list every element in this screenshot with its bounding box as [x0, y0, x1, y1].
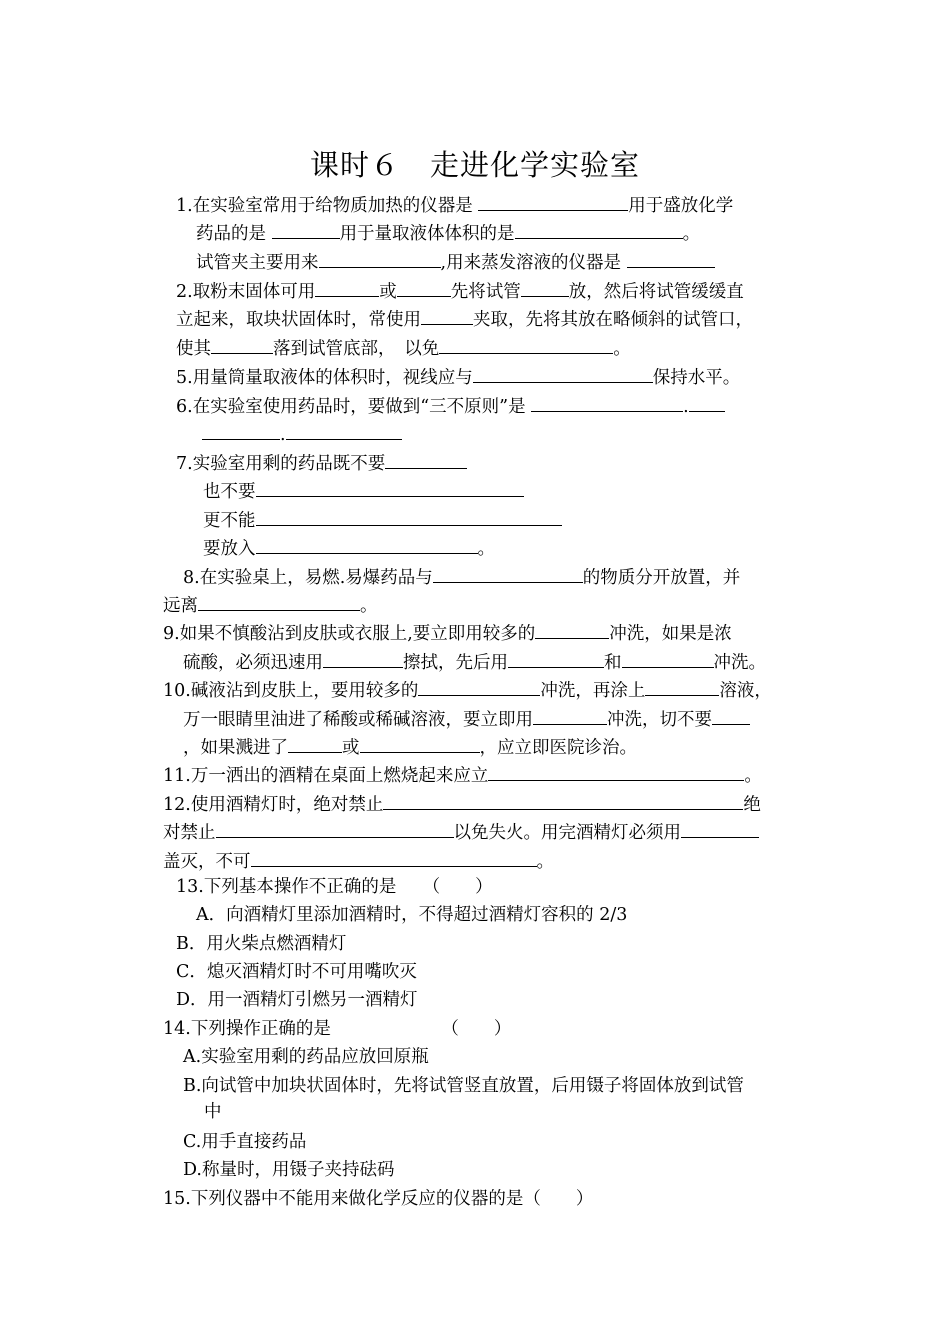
- q1-text-b: 用于盛放化学: [628, 196, 734, 216]
- q8-text-d: 。: [360, 596, 378, 616]
- q12-line-1: [163, 791, 761, 816]
- q9-line-2: [183, 649, 766, 674]
- q6-text-c: .: [280, 425, 286, 445]
- q10-line-3: [183, 734, 637, 759]
- q9-text-e: 和: [604, 653, 622, 673]
- q6-blank-2[interactable]: [689, 393, 725, 412]
- q13-option-d[interactable]: D．用一酒精灯引燃另一酒精灯: [176, 990, 418, 1010]
- q2-text-a: 2.取粉末固体可用: [176, 282, 316, 302]
- q12-blank-4[interactable]: [251, 848, 537, 867]
- q2-blank-6[interactable]: [439, 335, 613, 354]
- q7-text-e: 。: [477, 539, 495, 559]
- q10-text-f: ，如果溅进了: [183, 738, 288, 758]
- q1-blank-2[interactable]: [272, 220, 340, 239]
- q5-text-b: 保持水平。: [652, 368, 741, 388]
- q11-line: [163, 762, 762, 787]
- q1-blank-4[interactable]: [319, 249, 441, 268]
- q1-line-2: [196, 220, 700, 245]
- q10-blank-4[interactable]: [712, 706, 750, 725]
- q9-blank-3[interactable]: [508, 649, 604, 668]
- q1-text-g: ,用来蒸发溶液的仪器是: [440, 253, 627, 273]
- q7-blank-1[interactable]: [385, 450, 467, 469]
- q14-option-c[interactable]: C.用手直接药品: [183, 1132, 307, 1152]
- q9-text-d: 擦拭，先后用: [403, 653, 508, 673]
- q10-blank-3[interactable]: [533, 706, 607, 725]
- q10-text-e: 冲洗，切不要: [607, 710, 712, 730]
- q12-line-2: [163, 819, 759, 844]
- q2-blank-5[interactable]: [211, 335, 273, 354]
- q11-text-a: 11.万一洒出的酒精在桌面上燃烧起来应立: [163, 766, 489, 786]
- q2-text-e: 立起来，取块状固体时，常使用: [176, 310, 421, 330]
- q8-text-c: 远离: [163, 596, 198, 616]
- q1-blank-1[interactable]: [478, 192, 628, 211]
- q5-blank[interactable]: [473, 364, 653, 383]
- q2-text-d: 放，然后将试管缓缓直: [568, 282, 744, 302]
- q2-blank-1[interactable]: [315, 278, 379, 297]
- q9-blank-2[interactable]: [323, 649, 403, 668]
- q11-text-b: 。: [744, 766, 762, 786]
- q1-line-3: [196, 249, 715, 274]
- q2-text-f: 夹取，先将其放在略倾斜的试管口，: [473, 310, 753, 330]
- q7-text-b: 也不要: [203, 482, 256, 502]
- q2-blank-4[interactable]: [421, 306, 473, 325]
- q10-blank-2[interactable]: [645, 677, 719, 696]
- q13-stem: 13.下列基本操作不正确的是 （ ）: [176, 877, 493, 897]
- q9-text-b: 冲洗，如果是浓: [609, 624, 732, 644]
- q6-text-a: 6.在实验室使用药品时，要做到“三不原则”是: [176, 397, 532, 417]
- q10-text-d: 万一眼睛里油进了稀酸或稀碱溶液，要立即用: [183, 710, 533, 730]
- q1-text-d: 用于量取液体体积的是: [339, 224, 515, 244]
- q7-blank-3[interactable]: [256, 507, 562, 526]
- q8-blank-1[interactable]: [433, 564, 583, 583]
- q11-blank[interactable]: [488, 762, 744, 781]
- q10-blank-1[interactable]: [418, 677, 540, 696]
- q6-line-1: [176, 393, 725, 418]
- q2-text-b: 或: [379, 282, 397, 302]
- q2-line-1: [176, 278, 744, 303]
- q10-text-g: 或: [342, 738, 360, 758]
- q2-text-c: 先将试管: [450, 282, 521, 302]
- q10-text-h: ，应立即医院诊治。: [479, 738, 637, 758]
- q8-text-b: 的物质分开放置，并: [582, 568, 741, 588]
- q12-text-e: 盖灭，不可: [163, 852, 251, 872]
- q7-line-4: [203, 535, 495, 560]
- q9-text-c: 硫酸，必须迅速用: [183, 653, 323, 673]
- q1-text-f: 试管夹主要用来: [196, 253, 319, 273]
- q10-text-a: 10.碱液沾到皮肤上，要用较多的: [163, 681, 419, 701]
- page-title: 课时６ 走进化学实验室: [309, 148, 640, 182]
- q7-text-d: 要放入: [203, 539, 256, 559]
- q14-option-b[interactable]: B.向试管中加块状固体时，先将试管竖直放置，后用镊子将固体放到试管: [183, 1076, 744, 1096]
- q13-option-c[interactable]: C．熄灭酒精灯时不可用嘴吹灭: [176, 962, 417, 982]
- q13-option-a[interactable]: A．向酒精灯里添加酒精时，不得超过酒精灯容积的 2/3: [196, 905, 628, 925]
- q10-text-b: 冲洗，再涂上: [540, 681, 646, 701]
- q7-line-2: [203, 478, 524, 503]
- q14-option-d[interactable]: D.称量时，用镊子夹持砝码: [183, 1160, 395, 1180]
- q13-option-b[interactable]: B．用火柴点燃酒精灯: [176, 934, 347, 954]
- q1-blank-5[interactable]: [627, 249, 715, 268]
- q6-blank-3[interactable]: [202, 421, 280, 440]
- q7-blank-4[interactable]: [256, 535, 478, 554]
- q12-line-3: [163, 848, 554, 873]
- q2-line-3: [176, 335, 631, 360]
- q10-blank-6[interactable]: [360, 734, 480, 753]
- q12-blank-1[interactable]: [383, 791, 743, 810]
- q10-text-c: 溶液，: [719, 681, 772, 701]
- q9-line-1: [163, 620, 732, 645]
- q2-line-2: [176, 306, 753, 331]
- q7-blank-2[interactable]: [256, 478, 524, 497]
- q7-text-c: 更不能: [203, 511, 256, 531]
- q9-blank-4[interactable]: [622, 649, 714, 668]
- q7-line-1: [176, 450, 467, 475]
- q10-line-2: [183, 706, 750, 731]
- q8-blank-2[interactable]: [198, 592, 360, 611]
- q14-stem: 14.下列操作正确的是 （ ）: [163, 1019, 512, 1039]
- q12-text-c: 对禁止: [163, 823, 216, 843]
- q9-text-f: 冲洗。: [713, 653, 766, 673]
- q2-blank-3[interactable]: [521, 278, 569, 297]
- q10-blank-5[interactable]: [288, 734, 342, 753]
- q1-blank-3[interactable]: [515, 220, 683, 239]
- q1-text-c: 药品的是: [196, 224, 272, 244]
- q1-text-e: 。: [682, 224, 701, 244]
- q8-line-2: [163, 592, 378, 617]
- q1-line-1: [176, 192, 733, 217]
- q14-option-a[interactable]: A.实验室用剩的药品应放回原瓶: [183, 1047, 429, 1067]
- q1-text-a: 1.在实验室常用于给物质加热的仪器是: [176, 196, 479, 216]
- q8-line-1: [183, 564, 740, 589]
- q7-text-a: 7.实验室用剩的药品既不要: [176, 454, 386, 474]
- q5-text-a: 5.用量筒量取液体的体积时，视线应与: [176, 368, 473, 388]
- q8-text-a: 8.在实验桌上，易燃.易爆药品与: [183, 568, 433, 588]
- q12-text-b: 绝: [743, 795, 761, 815]
- q6-blank-4[interactable]: [286, 421, 402, 440]
- q12-blank-2[interactable]: [216, 819, 454, 838]
- q10-line-1: [163, 677, 772, 702]
- q12-text-a: 12.使用酒精灯时，绝对禁止: [163, 795, 384, 815]
- q2-blank-2[interactable]: [397, 278, 451, 297]
- q7-line-3: [203, 507, 562, 532]
- q12-text-f: 。: [536, 852, 554, 872]
- q6-line-2: [202, 421, 402, 446]
- q12-text-d: 以免失火。用完酒精灯必须用: [453, 823, 681, 843]
- q9-text-a: 9.如果不慎酸沾到皮肤或衣服上,要立即用较多的: [163, 624, 536, 644]
- q15-stem: 15.下列仪器中不能用来做化学反应的仪器的是（ ）: [163, 1189, 594, 1209]
- q2-text-i: 。: [613, 339, 631, 359]
- q5-line: [176, 364, 740, 389]
- q6-text-b: .: [683, 397, 689, 417]
- q9-blank-1[interactable]: [535, 620, 609, 639]
- q2-text-g: 使其: [176, 339, 211, 359]
- q2-text-h: 落到试管底部， 以免: [273, 339, 440, 359]
- q6-blank-1[interactable]: [531, 393, 683, 412]
- q12-blank-3[interactable]: [681, 819, 759, 838]
- q14-option-b-cont: 中: [204, 1102, 222, 1122]
